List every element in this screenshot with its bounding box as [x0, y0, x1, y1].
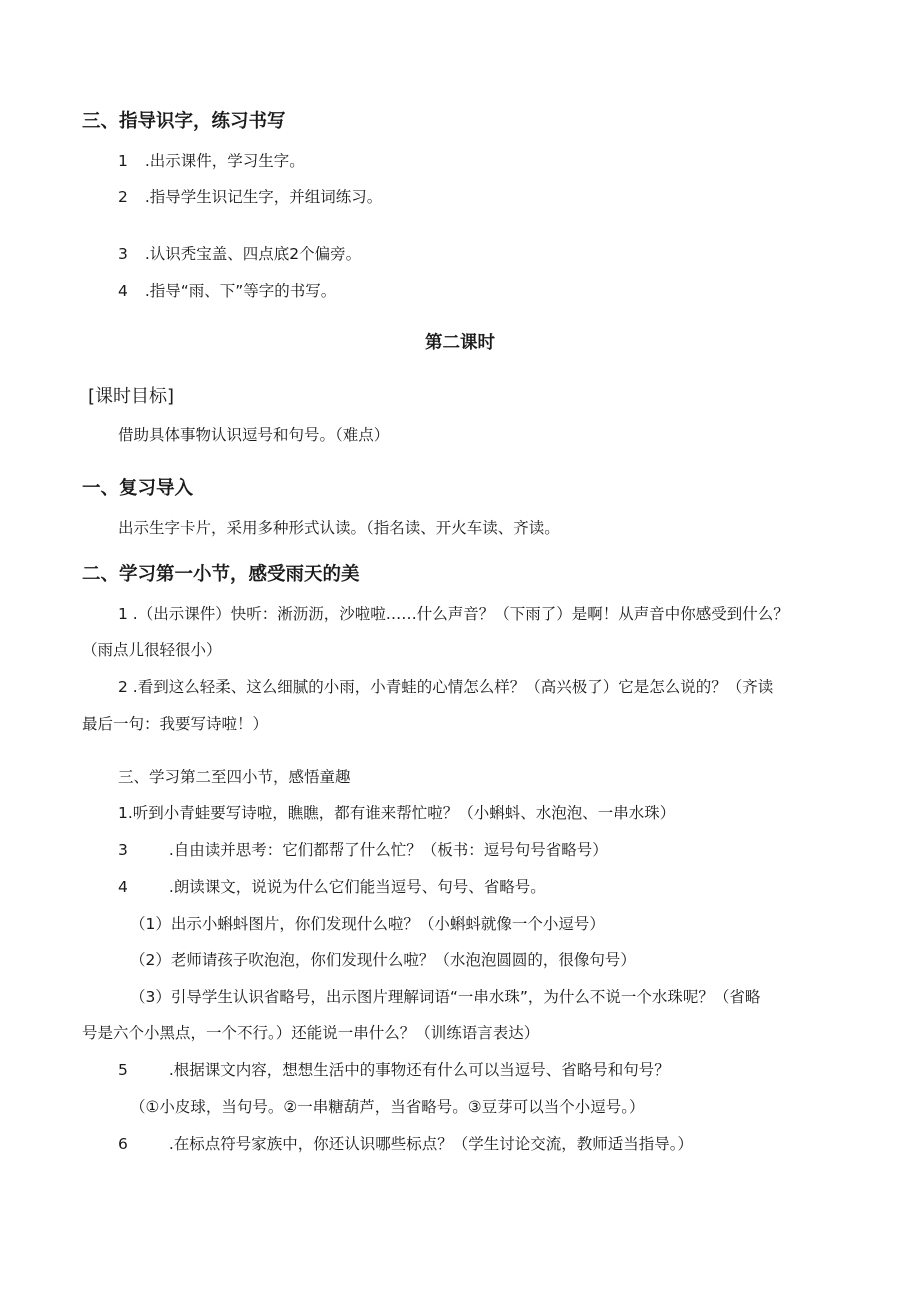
item-text: .根据课文内容，想想生活中的事物还有什么可以当逗号、省略号和句号？: [168, 1061, 670, 1079]
item-number: 6: [118, 1135, 128, 1153]
item-number: 4: [118, 282, 128, 300]
item-text: .出示课件，学习生字。: [144, 152, 305, 170]
item-number: 3: [118, 245, 128, 263]
item-text: .指导“雨、下”等字的书写。: [144, 282, 337, 300]
item-text: .指导学生识记生字，并组词练习。: [144, 188, 383, 206]
item-number: 1: [118, 152, 128, 170]
sub-item: （1）出示小蝌蚪图片，你们发现什么啦？（小蝌蚪就像一个小逗号）: [130, 915, 605, 933]
list-item: [118, 187, 382, 207]
sub-item-line: 号是六个小黑点，一个不行。）还能说一串什么？（训练语言表达）: [82, 1024, 540, 1042]
item-text: .认识秃宝盖、四点底2个偏旁。: [144, 245, 362, 263]
lesson-title: 第二课时: [425, 333, 495, 353]
list-item: [118, 840, 608, 860]
item-text: .朗读课文，说说为什么它们能当逗号、句号、省略号。: [168, 878, 546, 896]
section-heading: 三、学习第二至四小节，感悟童趣: [118, 768, 351, 786]
item-number: 5: [118, 1061, 128, 1079]
objective-text: 借助具体事物认识逗号和句号。（难点）: [118, 426, 390, 444]
paragraph-line: 1 .（出示课件）快听：淅沥沥，沙啦啦……什么声音？（下雨了）是啊！从声音中你感受到什么？: [118, 605, 789, 623]
section-heading: 三、指导识字，练习书写: [82, 111, 286, 132]
list-item: [118, 244, 361, 264]
item-number: 2: [118, 188, 128, 206]
list-item: [118, 1134, 693, 1154]
list-item: [118, 151, 305, 171]
paragraph-line: 最后一句：我要写诗啦！）: [82, 715, 269, 733]
paragraph-line: 2 .看到这么轻柔、这么细腻的小雨，小青蛙的心情怎么样？（高兴极了）它是怎么说的？（齐读: [118, 678, 774, 696]
list-item: [118, 1060, 670, 1080]
answer-text: （①小皮球，当句号。②一串糖葫芦，当省略号。③豆芽可以当个小逗号。）: [130, 1098, 645, 1116]
paragraph-line: （雨点儿很轻很小）: [82, 641, 222, 659]
item-number: 4: [118, 878, 128, 896]
section-heading: 二、学习第一小节，感受雨天的美: [82, 564, 360, 585]
item-text: .在标点符号家族中，你还认识哪些标点？（学生讨论交流，教师适当指导。）: [168, 1135, 693, 1153]
list-item: 1.听到小青蛙要写诗啦，瞧瞧，都有谁来帮忙啦？（小蝌蚪、水泡泡、一串水珠）: [118, 804, 676, 822]
sub-item-line: （3）引导学生认识省略号，出示图片理解词语“一串水珠”，为什么不说一个水珠呢？（省略: [130, 988, 761, 1006]
item-number: 3: [118, 841, 128, 859]
list-item: [118, 281, 336, 301]
item-text: .自由读并思考：它们都帮了什么忙？（板书：逗号句号省略号）: [168, 841, 608, 859]
objective-heading: [课时目标]: [88, 386, 175, 407]
sub-item: （2）老师请孩子吹泡泡，你们发现什么啦？（水泡泡圆圆的，很像句号）: [130, 951, 636, 969]
paragraph: 出示生字卡片，采用多种形式认读。（指名读、开火车读、齐读。: [118, 519, 560, 537]
section-heading: 一、复习导入: [82, 478, 194, 499]
list-item: [118, 877, 546, 897]
